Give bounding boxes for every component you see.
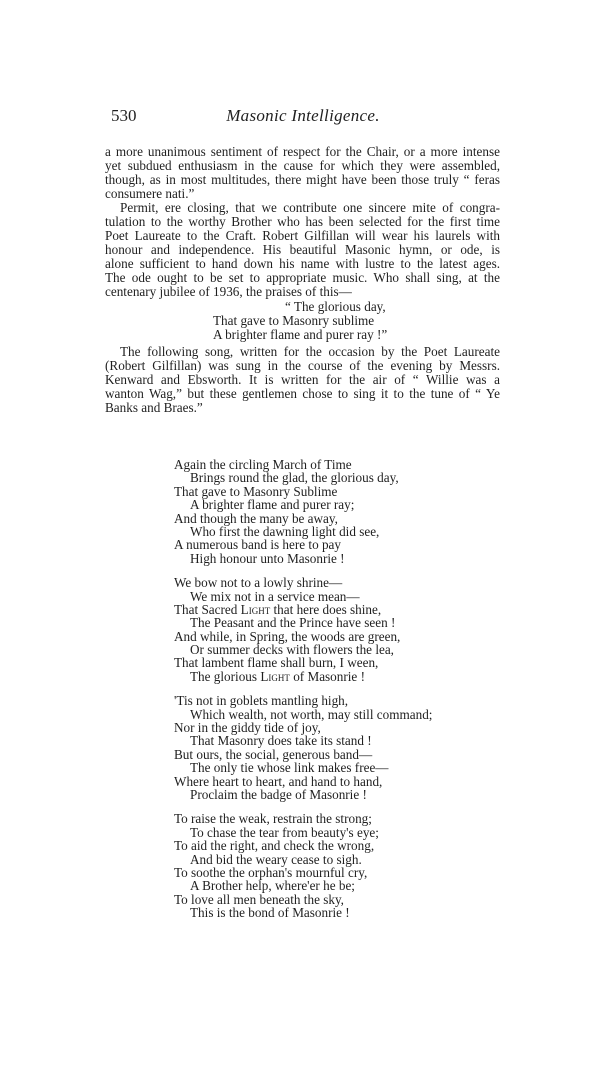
verse-line: Proclaim the badge of Masonrie ! <box>190 786 367 802</box>
text-line: centenary jubilee of 1936, the praises of this— <box>105 284 352 299</box>
verse-line: A numerous band is here to pay <box>174 537 342 553</box>
text-line: (Robert Gilfillan) was sung in the course of the evening by Messrs. <box>105 358 500 373</box>
text-line: alone sufficient to hand down his name with lustre to the latest ages. <box>105 256 500 271</box>
verse-line: The Peasant and the Prince have seen ! <box>190 615 396 631</box>
quote-line: “ The glorious day, <box>285 299 386 314</box>
verse-line: And though the many be away, <box>174 510 338 526</box>
text-line: The following song, written for the occasion by the Poet Laureate <box>120 344 500 359</box>
verse-line: Who first the dawning light did see, <box>190 523 380 539</box>
verse-line: High honour unto Masonrie ! <box>190 550 345 566</box>
quote-line: A brighter flame and purer ray !” <box>213 327 388 342</box>
verse-line: Nor in the giddy tide of joy, <box>174 720 321 736</box>
verse-line: To love all men beneath the sky, <box>174 891 344 907</box>
song-introduction <box>105 345 500 415</box>
verse-line: A Brother help, where'er he be; <box>190 878 355 894</box>
verse-line: We mix not in a service mean— <box>190 588 360 604</box>
verse-line: That lambent flame shall burn, I ween, <box>174 655 379 671</box>
text-line: The ode ought to be set to appropriate music. Who shall sing, at the <box>105 270 500 285</box>
verse-line: We bow not to a lowly shrine— <box>174 575 343 591</box>
quoted-verse <box>105 300 500 342</box>
verse-line: A brighter flame and purer ray; <box>190 497 355 513</box>
verse-line: The only tie whose link makes free— <box>190 760 389 776</box>
text-line: Poet Laureate to the Craft. Robert Gilfillan will wear his laurels with <box>105 228 500 243</box>
text-line: though, as in most multitudes, there might have been those truly “ feras <box>105 172 500 187</box>
verse-line: But ours, the social, generous band— <box>174 746 373 762</box>
stanza <box>174 812 504 919</box>
page-header <box>111 106 495 132</box>
verse-line: Which wealth, not worth, may still command; <box>190 706 433 722</box>
verse-line: To aid the right, and check the wrong, <box>174 838 375 854</box>
stanza <box>174 576 504 683</box>
verse-line: To raise the weak, restrain the strong; <box>174 811 372 827</box>
text-line: tulation to the worthy Brother who has been selected for the first time <box>105 214 500 229</box>
song <box>174 458 504 931</box>
text-line: Kenward and Ebsworth. It is written for the air of “ Willie was a <box>105 372 500 387</box>
verse-line: Or summer decks with flowers the lea, <box>190 642 394 658</box>
verse-line: Brings round the glad, the glorious day, <box>190 470 399 486</box>
verse-line: That gave to Masonry Sublime <box>174 483 338 499</box>
verse-line: That Sacred Light that here does shine, <box>174 601 382 617</box>
paragraph <box>105 145 500 201</box>
stanza <box>174 694 504 801</box>
verse-line: To soothe the orphan's mournful cry, <box>174 864 368 880</box>
verse-line: Where heart to heart, and hand to hand, <box>174 773 383 789</box>
text-line: Permit, ere closing, that we contribute one sincere mite of congra- <box>120 200 500 215</box>
verse-line: 'Tis not in goblets mantling high, <box>174 693 349 709</box>
intro-paragraph <box>105 345 500 415</box>
verse-line: That Masonry does take its stand ! <box>190 733 372 749</box>
text-line: consumere nati.” <box>105 186 195 201</box>
text-line: yet subdued enthusiasm in the cause for which they were assembled, <box>105 158 500 173</box>
verse-line: The glorious Light of Masonrie ! <box>190 668 365 684</box>
page-number: 530 <box>111 106 137 125</box>
stanza <box>174 458 504 565</box>
verse-line: This is the bond of Masonrie ! <box>190 905 350 921</box>
text-line: honour and independence. His beautiful Masonic hymn, or ode, is <box>105 242 500 257</box>
verse-line: And while, in Spring, the woods are green, <box>174 628 401 644</box>
quote-line: That gave to Masonry sublime <box>213 313 375 328</box>
text-line: a more unanimous sentiment of respect for the Chair, or a more intense <box>105 144 500 159</box>
paragraph <box>105 201 500 299</box>
text-line: wanton Wag,” but these gentlemen chose to sing it to the tune of “ Ye <box>105 386 500 401</box>
text-line: Banks and Braes.” <box>105 400 203 415</box>
verse-line: Again the circling March of Time <box>174 457 352 472</box>
body-text <box>105 145 500 415</box>
verse-line: And bid the weary cease to sigh. <box>190 851 362 867</box>
prose-paragraphs <box>105 145 500 299</box>
running-title: Masonic Intelligence. <box>226 106 380 125</box>
verse-line: To chase the tear from beauty's eye; <box>190 824 379 840</box>
